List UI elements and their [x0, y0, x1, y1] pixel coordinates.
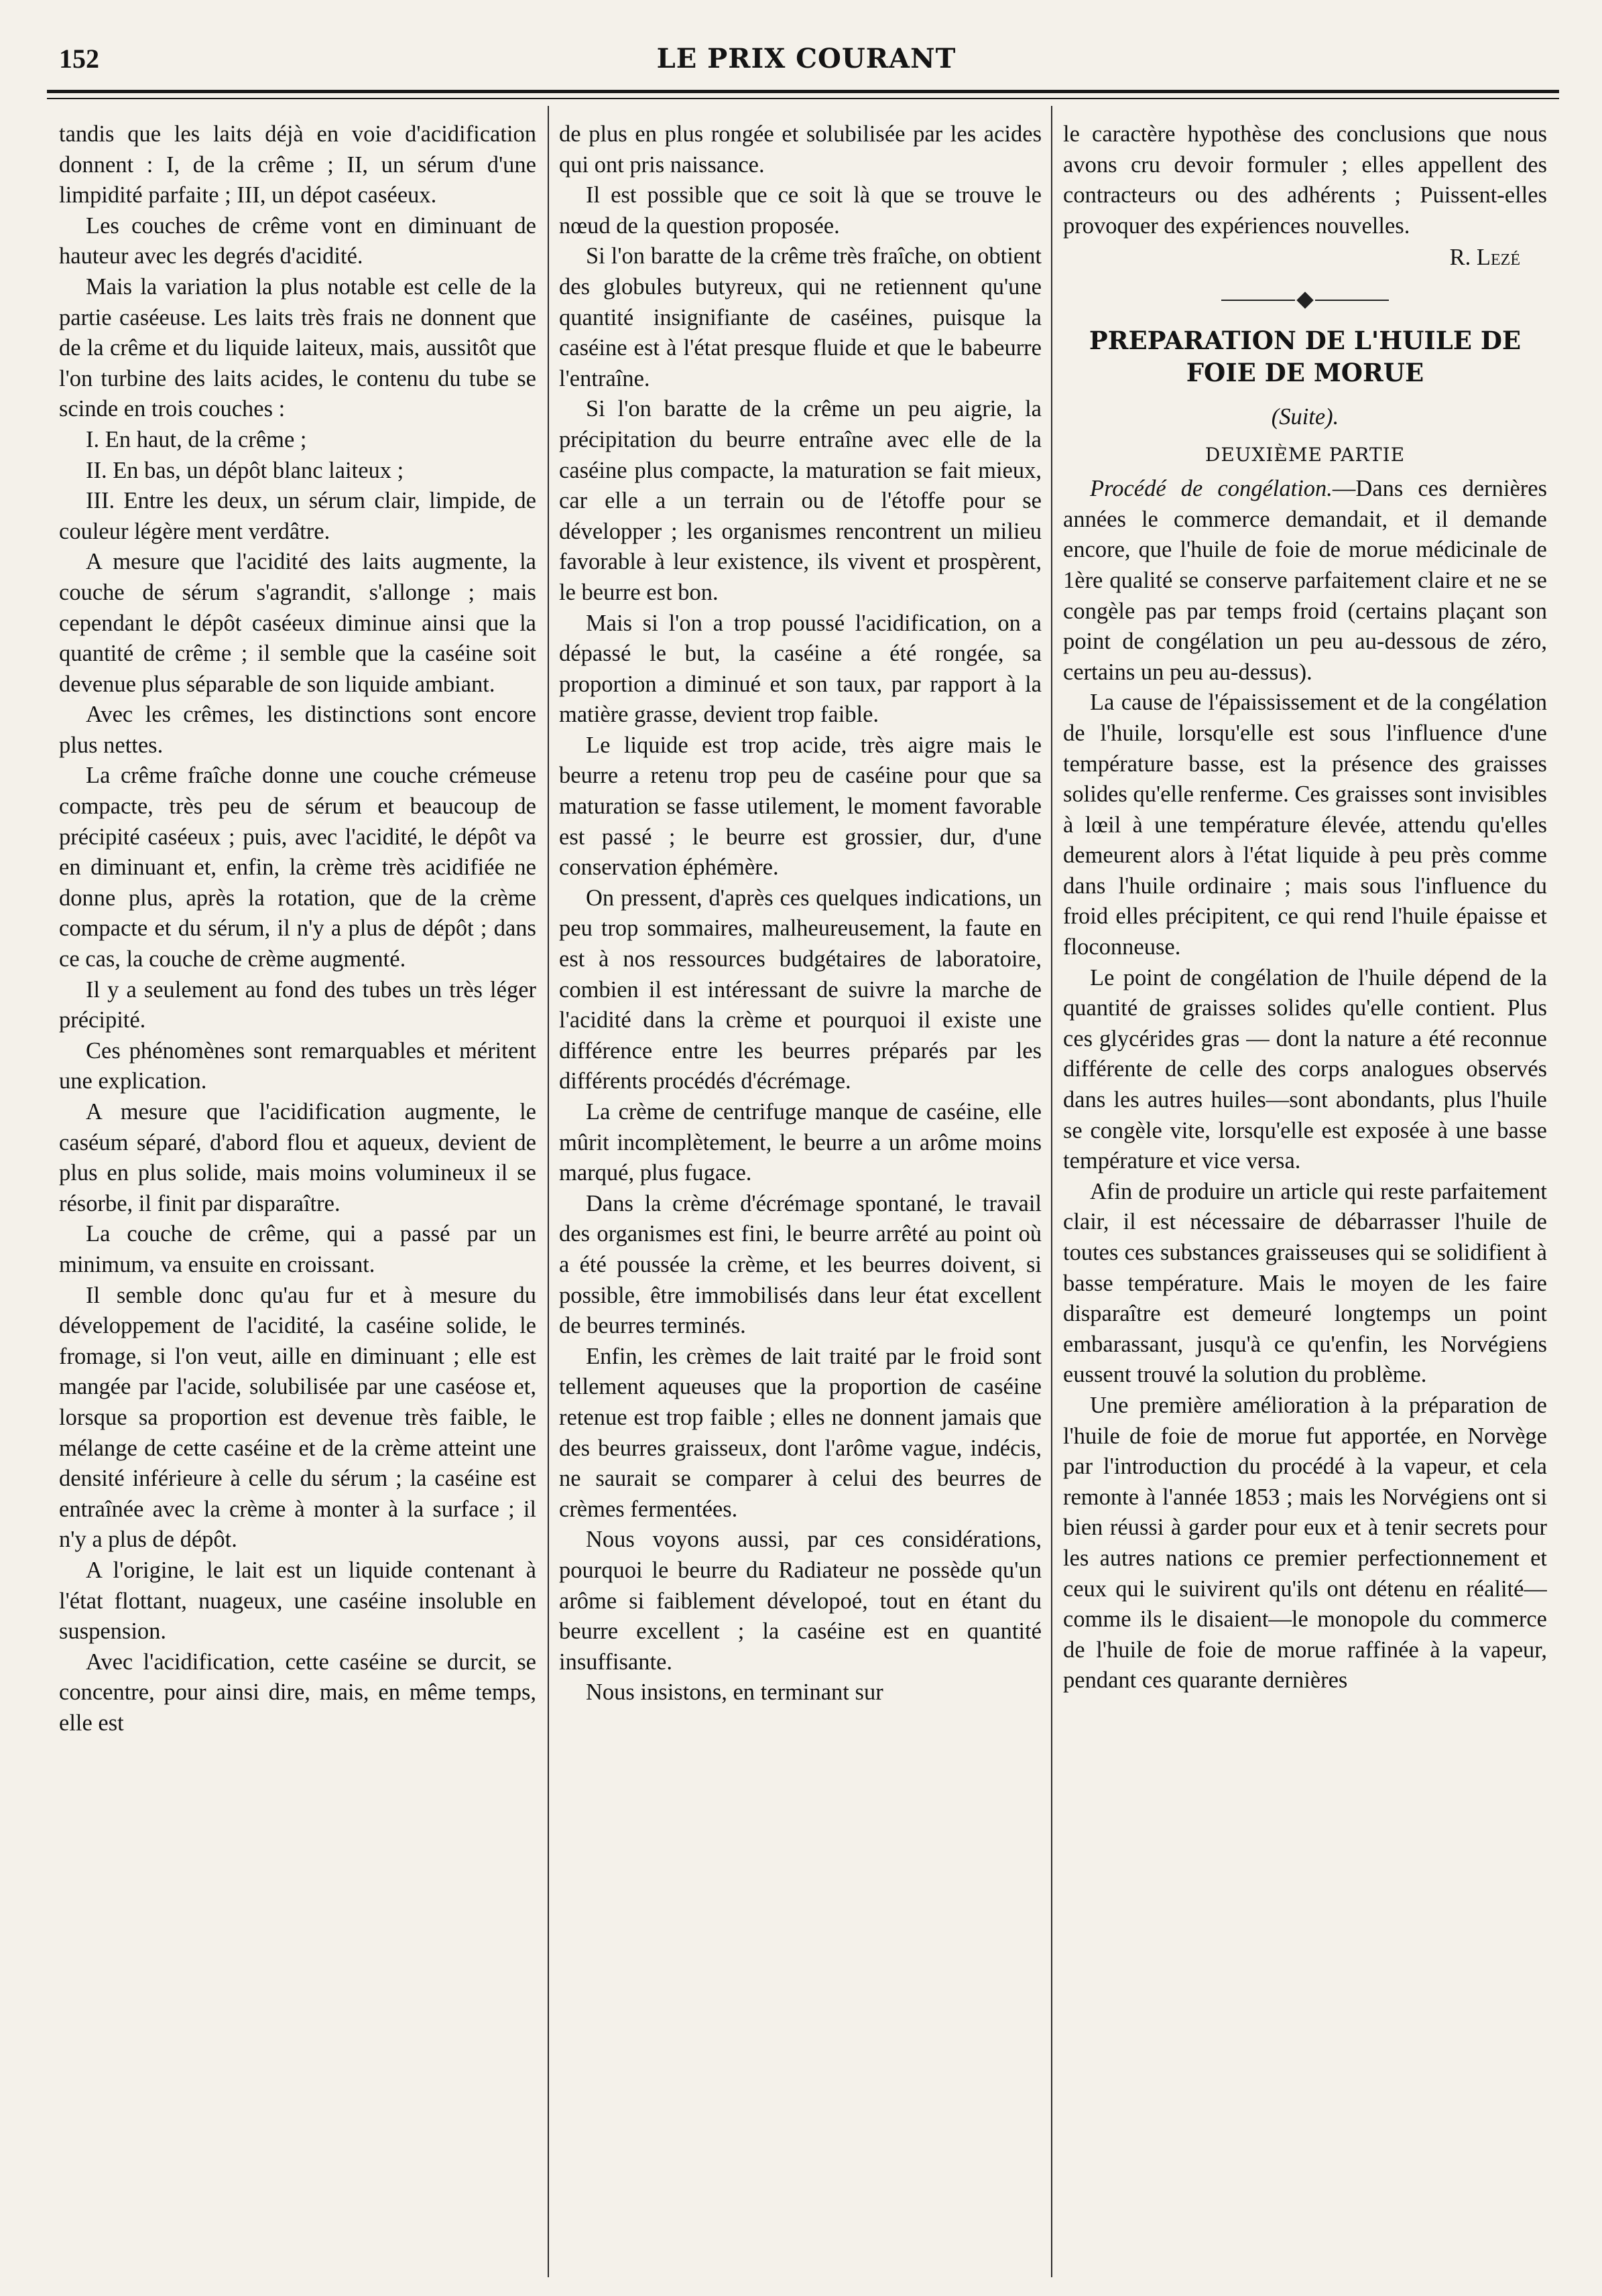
paragraph: A mesure que l'acidification augmente, le caséum séparé, d'abord flou et aqueux, devient de plus en plus solide, mais moins volumineux il se résorbe, il finit par disparaître. — [59, 1099, 536, 1216]
column-3 — [1063, 119, 1547, 2284]
paragraph: Enfin, les crèmes de lait traité par le froid sont tellement aqueuses que la proportion de caséine retenue est trop faible ; elles ne donnent jamais que des beurres graisseux, dont l'arôme vague, indécis, ne saurait se comparer à celui des beurres de crèmes fermentées. — [559, 1343, 1042, 1522]
paragraph: La crême fraîche donne une couche crémeuse compacte, très peu de sérum et beaucoup de précipité caséeux ; puis, avec l'acidité, le dépôt va en diminuant et, enfin, la crème très acidifiée ne donne plus, après la rotation, que de la crème compacte et du sérum, il n'y a plus de dépôt ; dans ce cas, la couche de crème augmenté. — [59, 763, 536, 972]
page-header — [59, 39, 1554, 79]
list-item: I. En haut, de la crême ; — [86, 426, 307, 452]
list-item: II. En bas, un dépôt blanc laiteux ; — [86, 457, 404, 483]
paragraph: La cause de l'épaississement et de la congélation de l'huile, lorsqu'elle est sous l'influence d'une température basse, est la présence des graisses solides qu'elle renferme. Ces graisses sont invisibles à lœil à une température élevée, attendu qu'elles demeurent alors à l'état liquide à peu près comme dans l'huile ordinaire ; mais sous l'influence du froid elles précipitent, ce qui rend l'huile épaisse et floconneuse. — [1063, 690, 1547, 960]
paragraph: Ces phénomènes sont remarquables et méritent une explication. — [59, 1037, 536, 1094]
lead-paragraph — [1063, 474, 1547, 688]
column-divider-1 — [548, 106, 549, 2277]
paragraph: Avec les crêmes, les distinctions sont encore plus nettes. — [59, 702, 536, 758]
author-signature: R. Lezé — [1449, 245, 1520, 271]
list-item: III. Entre les deux, un sérum clair, limpide, de couleur légère ment verdâtre. — [59, 488, 536, 544]
paragraph: Mais si l'on a trop poussé l'acidification, on a dépassé le but, la caséine a été rongée, sa proportion a diminué et son taux, par rapport à la matière grasse, devient trop faible. — [559, 610, 1042, 728]
paragraph: La crème de centrifuge manque de caséine, elle mûrit incomplètement, le beurre a un arôme moins marqué, plus fugace. — [559, 1099, 1042, 1186]
paragraph: Il semble donc qu'au fur et à mesure du développement de l'acidité, la caséine solide, le fromage, si l'on veut, aille en diminuant ; elle est mangée par l'acide, solubilisée par une caséose et, lorsque sa proportion est devenue très faible, le mélange de cette caséine et de la crème atteint une densité inférieure à celle du sérum ; la caséine est entraînée avec la crème à monter à la surface ; il n'y a plus de dépôt. — [59, 1282, 536, 1553]
column-divider-2 — [1051, 106, 1052, 2277]
paragraph: de plus en plus rongée et solubilisée par les acides qui ont pris naissance. — [559, 121, 1042, 178]
page-number: 152 — [59, 44, 99, 74]
paragraph: A mesure que l'acidité des laits augmente, la couche de sérum s'agrandit, s'allonge ; mais cependant le dépôt caséeux diminue ainsi que la quantité de crême ; il semble que la caséine soit devenue plus séparable de son liquide ambiant. — [59, 549, 536, 697]
paragraph: Il est possible que ce soit là que se trouve le nœud de la question proposée. — [559, 182, 1042, 239]
part-heading: DEUXIÈME PARTIE — [1205, 443, 1406, 466]
paragraph: On pressent, d'après ces quelques indications, un peu trop sommaires, malheureusement, la faute en est à nos ressources budgétaires de laboratoire, combien il est intéressant de suivre la marche de l'acidité dans la crème et pourquoi il existe une différence entre les beurres préparés par les différents procédés d'écrémage. — [559, 885, 1042, 1094]
journal-title: LE PRIX COURANT — [656, 43, 957, 74]
lead-italic: Procédé de congélation. — [1090, 476, 1333, 502]
column-1 — [59, 119, 536, 2284]
paragraph: tandis que les laits déjà en voie d'acidification donnent : I, de la crême ; II, un sérum d'une limpidité parfaite ; III, un dépot caséeux. — [59, 121, 536, 208]
paragraph: Dans la crème d'écrémage spontané, le travail des organismes est fini, le beurre arrêté au point où a été poussée la crème, et les beurres doivent, si possible, être immobilisés dans leur état excellent de beurres terminés. — [559, 1190, 1042, 1339]
paragraph: Les couches de crême vont en diminuant de hauteur avec les degrés d'acidité. — [59, 212, 536, 269]
paragraph: A l'origine, le lait est un liquide contenant à l'état flottant, nuageux, une caséine insoluble en suspension. — [59, 1557, 536, 1645]
paragraph: La couche de crême, qui a passé par un minimum, va ensuite en croissant. — [59, 1221, 536, 1277]
paragraph: Une première amélioration à la préparation de l'huile de foie de morue fut apportée, en Norvège par l'introduction du procédé à la vapeur, et cela remonte à l'année 1853 ; mais les Norvégiens ont si bien réussi à garder pour eux et à tenir secrets pour les autres nations ce premier perfectionnement et ceux qui le suivirent qu'ils ont détenu en réalité—comme ils le disaient—le monopole du commerce de l'huile de foie de morue raffinée à la vapeur, pendant ces quarante dernières — [1063, 1392, 1547, 1694]
paragraph: Si l'on baratte de la crême un peu aigrie, la précipitation du beurre entraîne avec elle de la caséine plus compacte, la maturation se fait mieux, car elle a un terrain ou de l'étoffe pour se développer ; les organismes rencontrent un milieu favorable à leur existence, ils vivent et prospèrent, le beurre est bon. — [559, 396, 1042, 605]
header-rule-thin — [47, 98, 1559, 99]
header-rule-thick — [47, 90, 1559, 93]
article-continuation: (Suite). — [1271, 403, 1339, 430]
section-ornament — [1063, 280, 1547, 320]
paragraph: Le point de congélation de l'huile dépend de la quantité de graisses solides qu'elle contient. Plus ces glycérides gras — dont la nature a été reconnue différente de celle des corps analogues observés dans les autres huiles—sont abondants, plus l'huile se congèle vite, lorsqu'elle est exposée à une basse température et vice versa. — [1063, 964, 1547, 1174]
paragraph: Il y a seulement au fond des tubes un très léger précipité. — [59, 976, 536, 1033]
lead-text: —Dans ces dernières années le commerce demandait, et il demande encore, que l'huile de foie de morue médicinale de 1ère qualité se conserve parfaitement claire et ne se congèle pas par temps froid (certains plaçant son point de congélation un peu au-dessous de zéro, certains un peu au-dessus). — [1063, 476, 1547, 685]
paragraph: le caractère hypothèse des conclusions que nous avons cru devoir formuler ; elles appellent des contracteurs ou des adhérents ; Puissent-elles provoquer des expériences nouvelles. — [1063, 121, 1547, 239]
paragraph: Mais la variation la plus notable est celle de la partie caséeuse. Les laits très frais ne donnent que de la crême et du liquide laiteux, mais, aussitôt que l'on turbine des laits acides, le contenu du tube se scinde en trois couches : — [59, 273, 536, 422]
paragraph: Avec l'acidification, cette caséine se durcit, se concentre, pour ainsi dire, mais, en même temps, elle est — [59, 1649, 536, 1736]
column-2 — [559, 119, 1042, 2284]
paragraph: Afin de produire un article qui reste parfaitement clair, il est nécessaire de débarrasser l'huile de toutes ces substances graisseuses qui se solidifient à basse température. Mais le moyen de les faire disparaître est demeuré longtemps un point embarassant, jusqu'à ce qu'enfin, les Norvégiens eussent trouvé la solution du problème. — [1063, 1178, 1547, 1388]
paragraph: Le liquide est trop acide, très aigre mais le beurre a retenu trop peu de caséine pour que sa maturation se fasse utilement, le moment favorable est passé ; le beurre est grossier, dur, d'une conservation éphémère. — [559, 732, 1042, 881]
paragraph: Nous voyons aussi, par ces considérations, pourquoi le beurre du Radiateur ne possède qu'un arôme si faiblement dévelopoé, tout en étant du beurre excellent ; la caséine est en quantité insuffisante. — [559, 1527, 1042, 1675]
article-title: PREPARATION DE L'HUILE DE FOIE DE MORUE — [1089, 325, 1522, 387]
paragraph: Si l'on baratte de la crême très fraîche, on obtient des globules butyreux, qui ne retiennent qu'une quantité insignifiante de caséines, puisque la caséine est à l'état presque fluide et que le babeurre l'entraîne. — [559, 243, 1042, 391]
paragraph: Nous insistons, en terminant sur — [586, 1679, 883, 1706]
